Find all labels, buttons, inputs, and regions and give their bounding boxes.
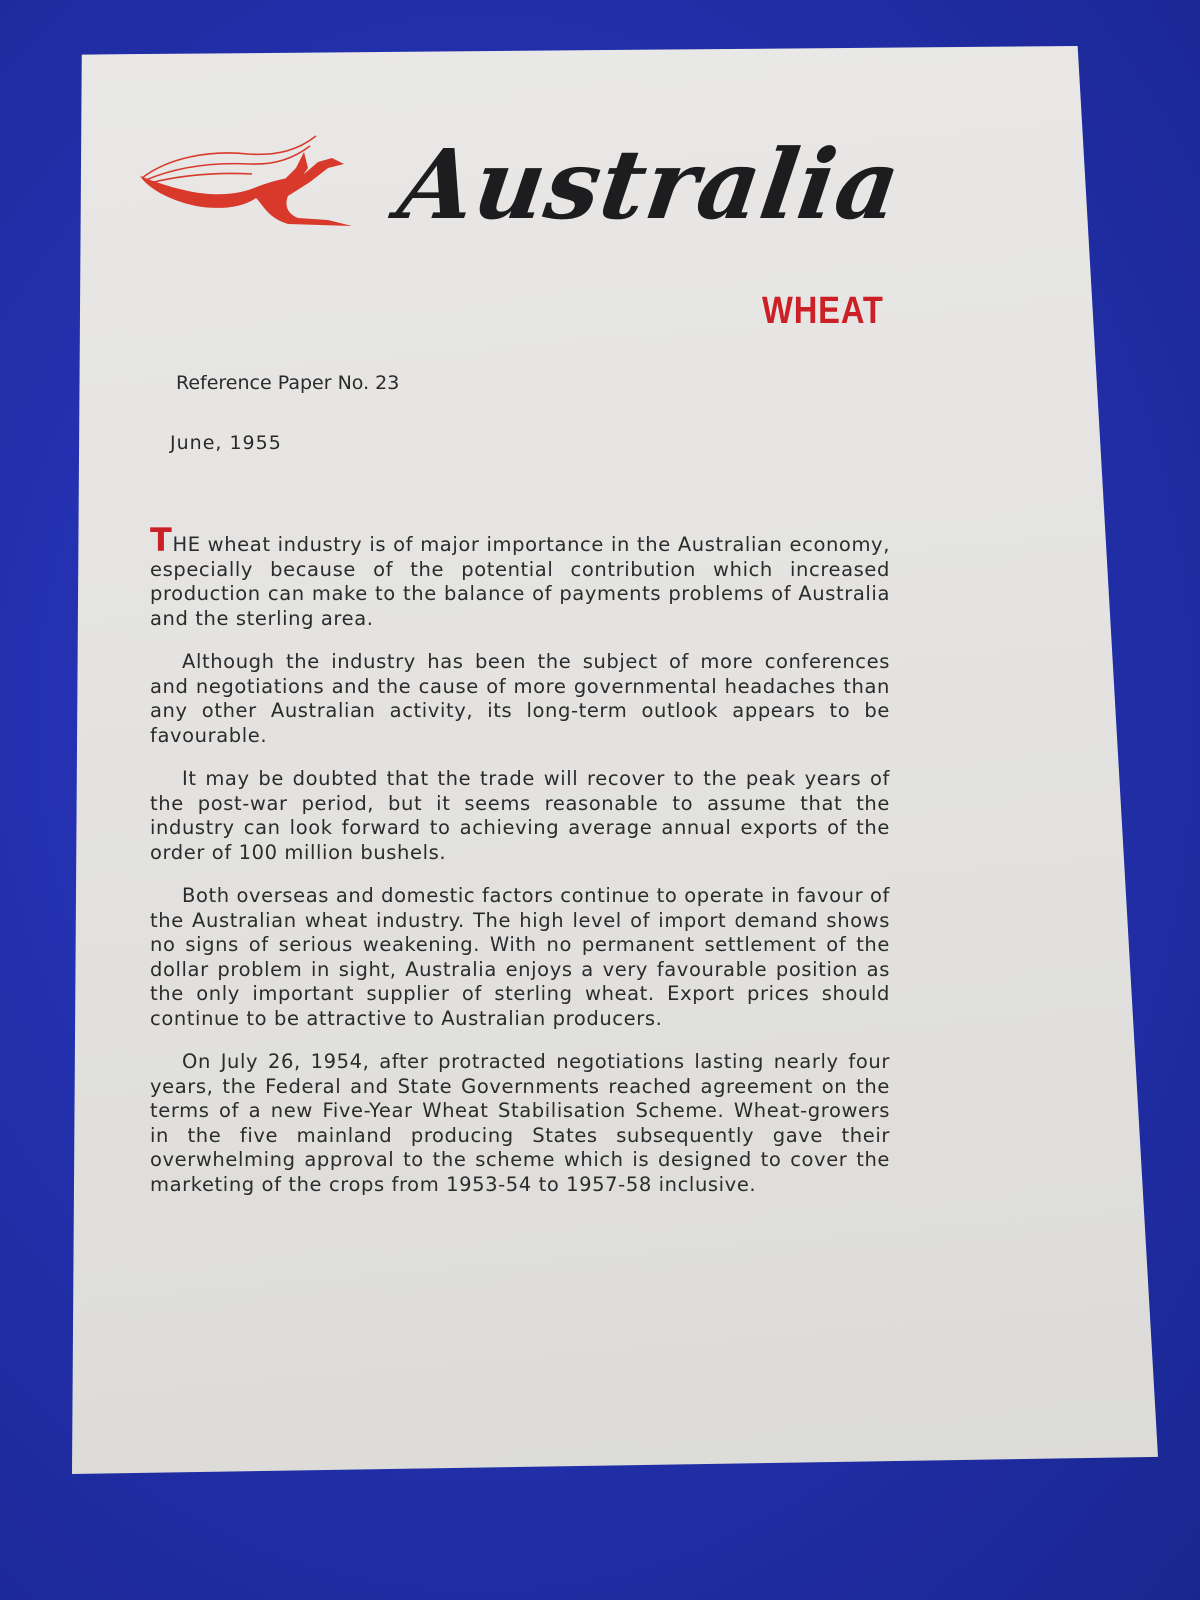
kangaroo-logo-icon: [138, 128, 358, 238]
paragraph-4: Both overseas and domestic factors continue to operate in favour of the Australian wheat industry. The high level of import demand shows no signs of serious weakening. With no permanent settlement of the dollar problem in sight, Australia enjoys a very favourable position as the only important supplier of sterling wheat. Export prices should continue to be attractive to Australian producers.: [150, 884, 890, 1030]
document-subject: WHEAT: [762, 290, 884, 332]
paragraph-5: On July 26, 1954, after protracted negotiations lasting nearly four years, the Federal and State Governments reached agreement on the terms of a new Five-Year Wheat Stabilisation Scheme. Wheat-growers in the five mainland producing States subsequently gave their overwhelming approval to the scheme which is designed to cover the marketing of the crops from 1953-54 to 1957-58 inclusive.: [150, 1050, 890, 1196]
reference-number: Reference Paper No. 23: [176, 372, 400, 394]
drop-cap: T: [150, 521, 173, 559]
publication-date: June, 1955: [170, 432, 282, 454]
masthead-title: Australia: [392, 128, 908, 241]
paragraph-3: It may be doubted that the trade will recover to the peak years of the post-war period, but it seems reasonable to assume that the industry can look forward to achieving average annual exports of the order of 100 million bushels.: [150, 767, 890, 864]
paragraph-1: [150, 521, 890, 631]
paragraph-2: Although the industry has been the subject of more conferences and negotiations and the cause of more governmental headaches than any other Australian activity, its long-term outlook appears to be favourable.: [150, 650, 890, 747]
paragraph-text: HE wheat industry is of major importance in the Australian economy, especially because of the potential contribution which increased production can make to the balance of payments problems of Australia and the sterling area.: [150, 533, 890, 630]
body-text: [150, 521, 890, 1216]
